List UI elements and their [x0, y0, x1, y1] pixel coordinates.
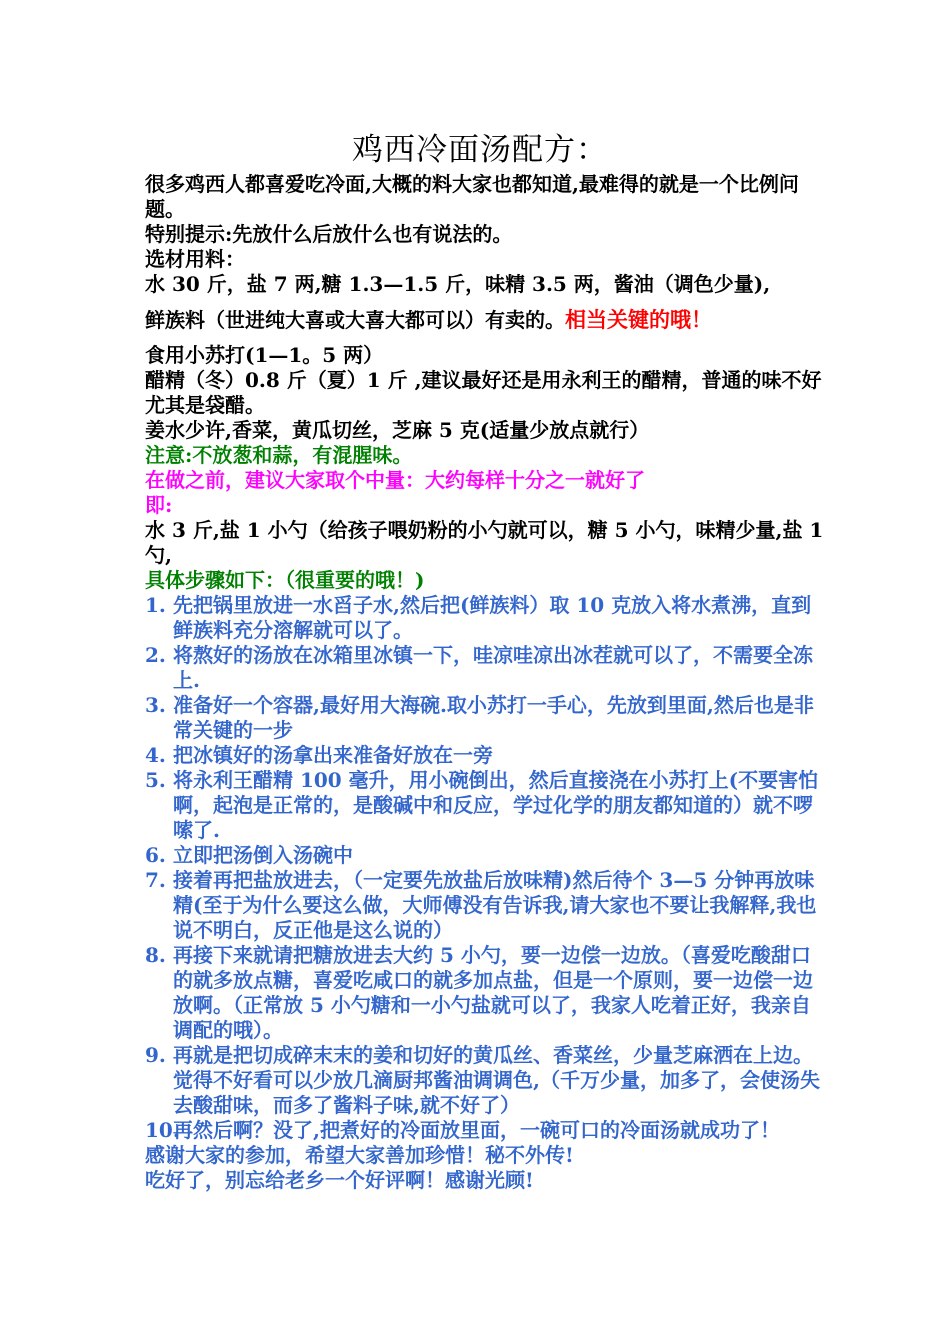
- step-number: 7.: [145, 868, 166, 892]
- step-number: 6.: [145, 843, 166, 867]
- advice-line: 在做之前，建议大家取个中量：大约每样十分之一就好了: [145, 468, 645, 492]
- step-text: 再就是把切成碎末末的姜和切好的黄瓜丝、香菜丝，少量芝麻洒在上边。觉得不好看可以少放几滴厨邦酱油调调色,（千万少量，加多了，会使汤失去酸甜味，而多了酱料子味,就不好了）: [173, 1043, 820, 1117]
- step-number: 4.: [145, 743, 166, 767]
- step-text: 把冰镇好的汤拿出来准备好放在一旁: [173, 743, 493, 767]
- steps-heading: 具体步骤如下：（很重要的哦！): [145, 568, 425, 592]
- ingredients-heading: 选材用料：: [145, 247, 245, 271]
- step-text: 再然后啊？没了,把煮好的冷面放里面，一碗可口的冷面汤就成功了！: [173, 1118, 780, 1142]
- ingredients-line-2: [145, 307, 825, 333]
- vinegar-paragraph: 醋精（冬）0.8 斤（夏）1 斤 ,建议最好还是用永利王的醋精，普通的味不好尤其是袋醋。: [145, 368, 822, 417]
- thanks-line: 感谢大家的参加，希望大家善加珍惜！秘不外传!: [145, 1143, 574, 1167]
- step-item: [145, 768, 825, 843]
- ingredients-line-2-text: 鲜族料（世进纯大喜或大喜大都可以）有卖的。: [145, 308, 565, 332]
- step-text: 接着再把盐放进去，（一定要先放盐后放味精)然后待个 3—5 分钟再放味精(至于为什么要这么做，大师傅没有告诉我,请大家也不要让我解释,我也说不明白，反正他是这么说的）: [173, 868, 817, 942]
- step-item: [145, 693, 825, 743]
- closing-line: 吃好了，别忘给老乡一个好评啊！感谢光顾!: [145, 1168, 534, 1192]
- step-number: 1.: [145, 593, 166, 617]
- step-text: 立即把汤倒入汤碗中: [173, 843, 353, 867]
- ie-line: 即:: [145, 493, 173, 517]
- note-line: 注意:不放葱和蒜，有混腥味。: [145, 443, 413, 467]
- step-text: 准备好一个容器,最好用大海碗.取小苏打一手心，先放到里面,然后也是非常关键的一步: [173, 693, 814, 742]
- document-page: [145, 128, 825, 1193]
- step-item: [145, 843, 825, 868]
- ingredients-line-1: 水 30 斤，盐 7 两,糖 1.3—1.5 斤，味精 3.5 两，酱油（调色少量),: [145, 272, 771, 296]
- step-item: [145, 743, 825, 768]
- page-title: 鸡西冷面汤配方：: [352, 132, 608, 168]
- tip-paragraph: 特别提示:先放什么后放什么也有说法的。: [145, 222, 513, 246]
- step-text: 将熬好的汤放在冰箱里冰镇一下，哇凉哇凉出冰茬就可以了，不需要全冻上.: [173, 643, 813, 692]
- step-number: 9.: [145, 1043, 166, 1067]
- step-number: 8.: [145, 943, 166, 967]
- ginger-line: 姜水少许,香菜，黄瓜切丝，芝麻 5 克(适量少放点就行）: [145, 418, 650, 442]
- step-text: 将永利王醋精 100 毫升，用小碗倒出，然后直接浇在小苏打上(不要害怕啊，起泡是正常的，是酸碱中和反应，学过化学的朋友都知道的）就不啰嗦了.: [173, 768, 819, 842]
- step-number: 5.: [145, 768, 166, 792]
- step-item: [145, 643, 825, 693]
- step-number: 2.: [145, 643, 166, 667]
- step-text: 先把锅里放进一水舀子水,然后把(鲜族料）取 10 克放入将水煮沸，直到鲜族料充分溶解就可以了。: [173, 593, 812, 642]
- small-batch-paragraph: 水 3 斤,盐 1 小勺（给孩子喂奶粉的小勺就可以，糖 5 小勺，味精少量,盐 1 勺,: [145, 518, 824, 567]
- step-item: [145, 868, 825, 943]
- step-item: [145, 1043, 825, 1118]
- soda-line: 食用小苏打(1—1。5 两）: [145, 343, 384, 367]
- step-item: [145, 593, 825, 643]
- step-text: 再接下来就请把糖放进去大约 5 小勺，要一边偿一边放。（喜爱吃酸甜口的就多放点糖，喜爱吃咸口的就多加点盐，但是一个原则，要一边偿一边放啊。（正常放 5 小勺糖和一小勺盐就可以了，我家人吃着正好，我亲自调配的哦）。: [173, 943, 813, 1042]
- step-item: [145, 1118, 825, 1143]
- intro-paragraph: 很多鸡西人都喜爱吃冷面,大概的料大家也都知道,最难得的就是一个比例问题。: [145, 172, 799, 221]
- step-number: 3.: [145, 693, 166, 717]
- step-number: 10.: [145, 1118, 180, 1142]
- key-ingredient-highlight: 相当关键的哦！: [565, 307, 712, 332]
- steps-list: [145, 593, 825, 1143]
- step-item: [145, 943, 825, 1043]
